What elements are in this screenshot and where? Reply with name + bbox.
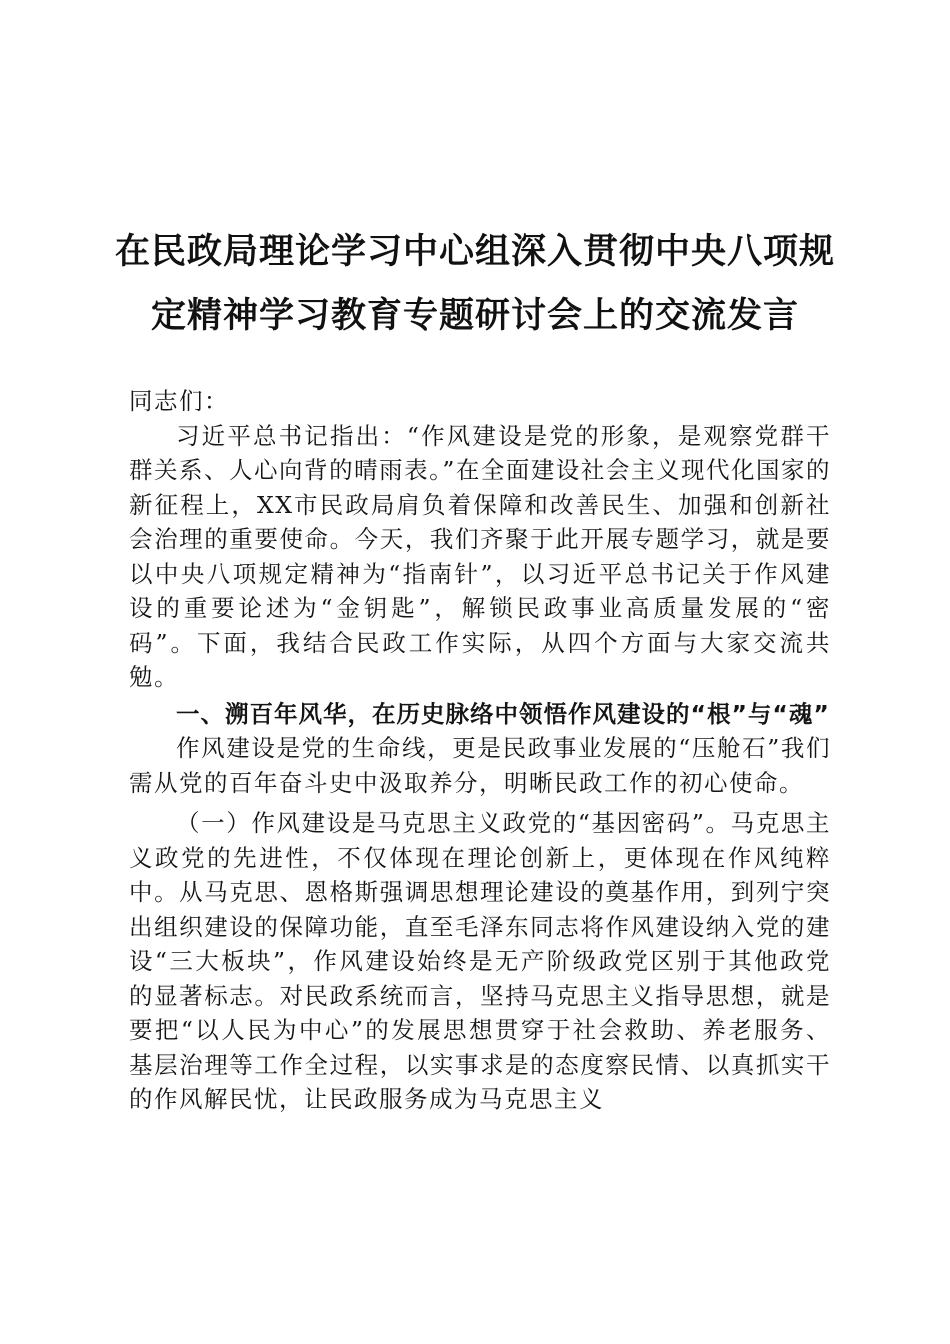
document-body [129,384,831,1117]
title-line-1: 在民政局理论学习中心组深入贯彻中央八项规 [114,232,835,272]
subsection-1-paragraph: （一）作风建设是马克思主义政党的“基因密码”。马克思主义政党的先进性，不仅体现在理论创新上，更体现在作风纯粹中。从马克思、恩格斯强调思想理论建设的奠基作用，到列宁突出组织建设的保障功能，直至毛泽东同志将作风建设纳入党的建设“三大板块”，作风建设始终是无产阶级政党区别于其他政党的显著标志。对民政系统而言，坚持马克思主义指导思想，就是要把“以人民为中心”的发展思想贯穿于社会救助、养老服务、基层治理等工作全过程，以实事求是的态度察民情、以真抓实干的作风解民忧，让民政服务成为马克思主义 [129,809,831,1113]
section-heading-1: 一、溯百年风华，在历史脉络中领悟作风建设的“根”与“魂” [176,699,830,728]
title-line-2: 定精神学习教育专题研讨会上的交流发言 [150,296,799,336]
salutation: 同志们： [129,387,229,415]
intro-paragraph: 习近平总书记指出：“作风建设是党的形象，是观察党群干群关系、人心向背的晴雨表。”在全面建设社会主义现代化国家的新征程上，XX市民政局肩负着保障和改善民生、加强和创新社会治理的重要使命。今天，我们齐聚于此开展专题学习，就是要以中央八项规定精神为“指南针”，以习近平总书记关于作风建设的重要论述为“金钥匙”，解锁民政事业高质量发展的“密码”。下面，我结合民政工作实际，从四个方面与大家交流共勉。 [129,421,831,691]
document-title [100,220,850,348]
section-1-paragraph: 作风建设是党的生命线，更是民政事业发展的“压舱石”我们需从党的百年奋斗史中汲取养分，明晰民政工作的初心使命。 [129,734,831,797]
